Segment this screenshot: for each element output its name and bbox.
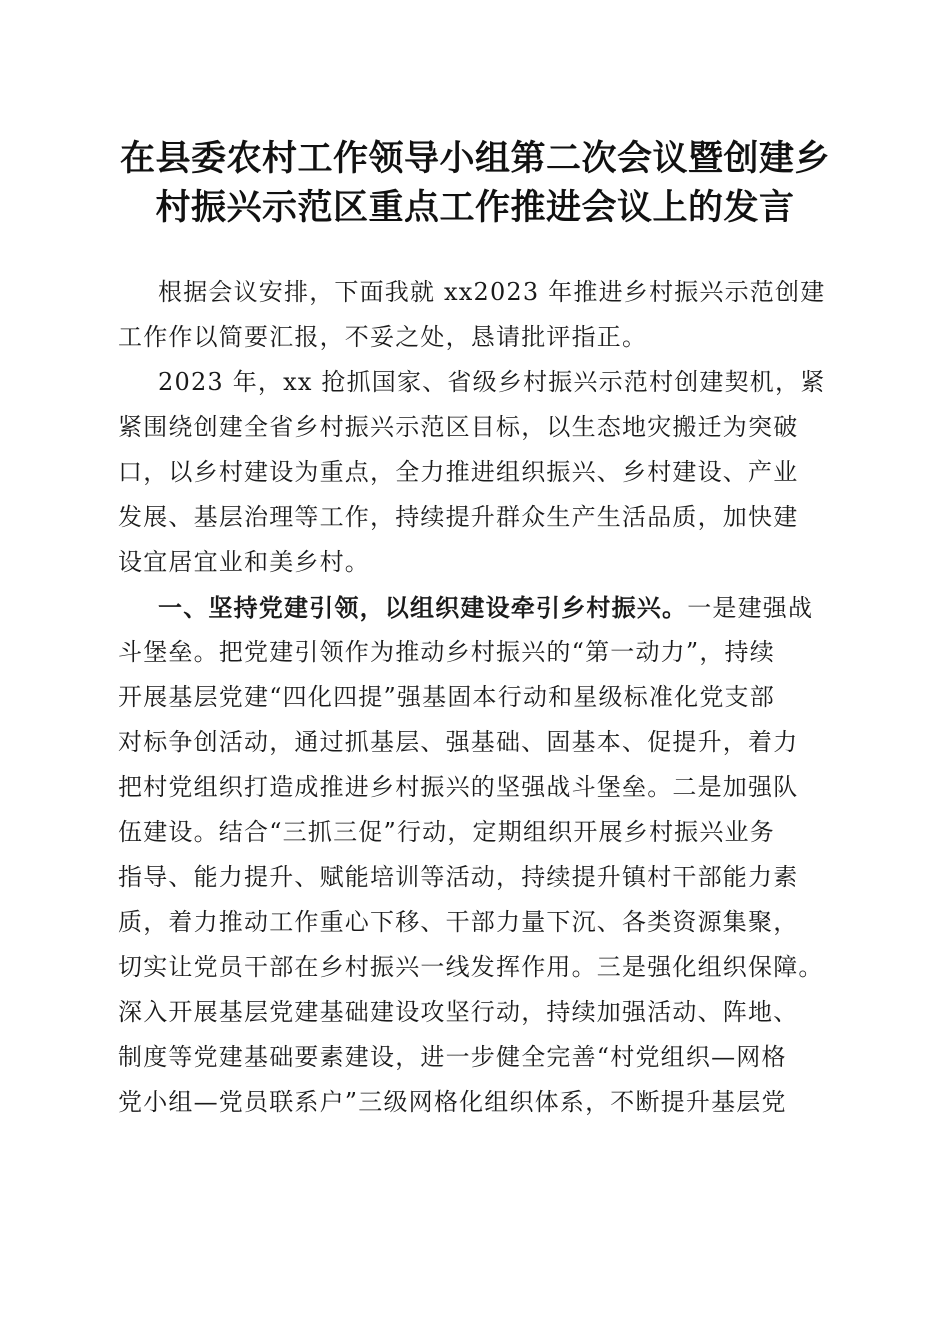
paragraph-line: 口，以乡村建设为重点，全力推进组织振兴、乡村建设、产业 <box>118 458 799 486</box>
paragraph-line: 发展、基层治理等工作，持续提升群众生产生活品质，加快建 <box>118 503 799 531</box>
document-body <box>118 270 838 1125</box>
title-line-1: 在县委农村工作领导小组第二次会议暨创建乡 <box>119 138 830 179</box>
paragraph-line: 指导、能力提升、赋能培训等活动，持续提升镇村干部能力素 <box>118 863 799 891</box>
paragraph-line: 开展基层党建“四化四提”强基固本行动和星级标准化党支部 <box>118 683 775 711</box>
paragraph-line: 斗堡垒。把党建引领作为推动乡村振兴的“第一动力”，持续 <box>118 638 775 666</box>
document-title <box>100 134 850 232</box>
section-heading-rest: 一是建强战 <box>687 594 814 622</box>
paragraph-line: 根据会议安排，下面我就 xx2023 年推进乡村振兴示范创建 <box>158 278 826 306</box>
title-line-2: 村振兴示范区重点工作推进会议上的发言 <box>155 187 795 228</box>
paragraph-line: 质，着力推动工作重心下移、干部力量下沉、各类资源集聚， <box>118 908 799 936</box>
paragraph-line: 把村党组织打造成推进乡村振兴的坚强战斗堡垒。二是加强队 <box>118 773 799 801</box>
paragraph-line: 深入开展基层党建基础建设攻坚行动，持续加强活动、阵地、 <box>118 998 799 1026</box>
paragraph-line: 切实让党员干部在乡村振兴一线发挥作用。三是强化组织保障。 <box>118 953 824 981</box>
paragraph-line: 伍建设。结合“三抓三促”行动，定期组织开展乡村振兴业务 <box>118 818 775 846</box>
paragraph-line: 对标争创活动，通过抓基层、强基础、固基本、促提升，着力 <box>118 728 799 756</box>
paragraph-intro <box>118 270 838 360</box>
paragraph-overview <box>118 360 838 585</box>
section-heading: 一、坚持党建引领，以组织建设牵引乡村振兴。 <box>158 593 688 622</box>
paragraph-line: 2023 年，xx 抢抓国家、省级乡村振兴示范村创建契机，紧 <box>158 368 826 396</box>
paragraph-line: 党小组—党员联系户”三级网格化组织体系，不断提升基层党 <box>118 1088 787 1116</box>
paragraph-line: 紧围绕创建全省乡村振兴示范区目标，以生态地灾搬迁为突破 <box>118 413 799 441</box>
paragraph-line: 工作作以简要汇报，不妥之处，恳请批评指正。 <box>118 323 648 351</box>
paragraph-first-line <box>118 585 838 630</box>
paragraph-line: 设宜居宜业和美乡村。 <box>118 548 370 576</box>
paragraph-line: 制度等党建基础要素建设，进一步健全完善“村党组织—网格 <box>118 1043 787 1071</box>
paragraph-section-one <box>118 585 838 1125</box>
